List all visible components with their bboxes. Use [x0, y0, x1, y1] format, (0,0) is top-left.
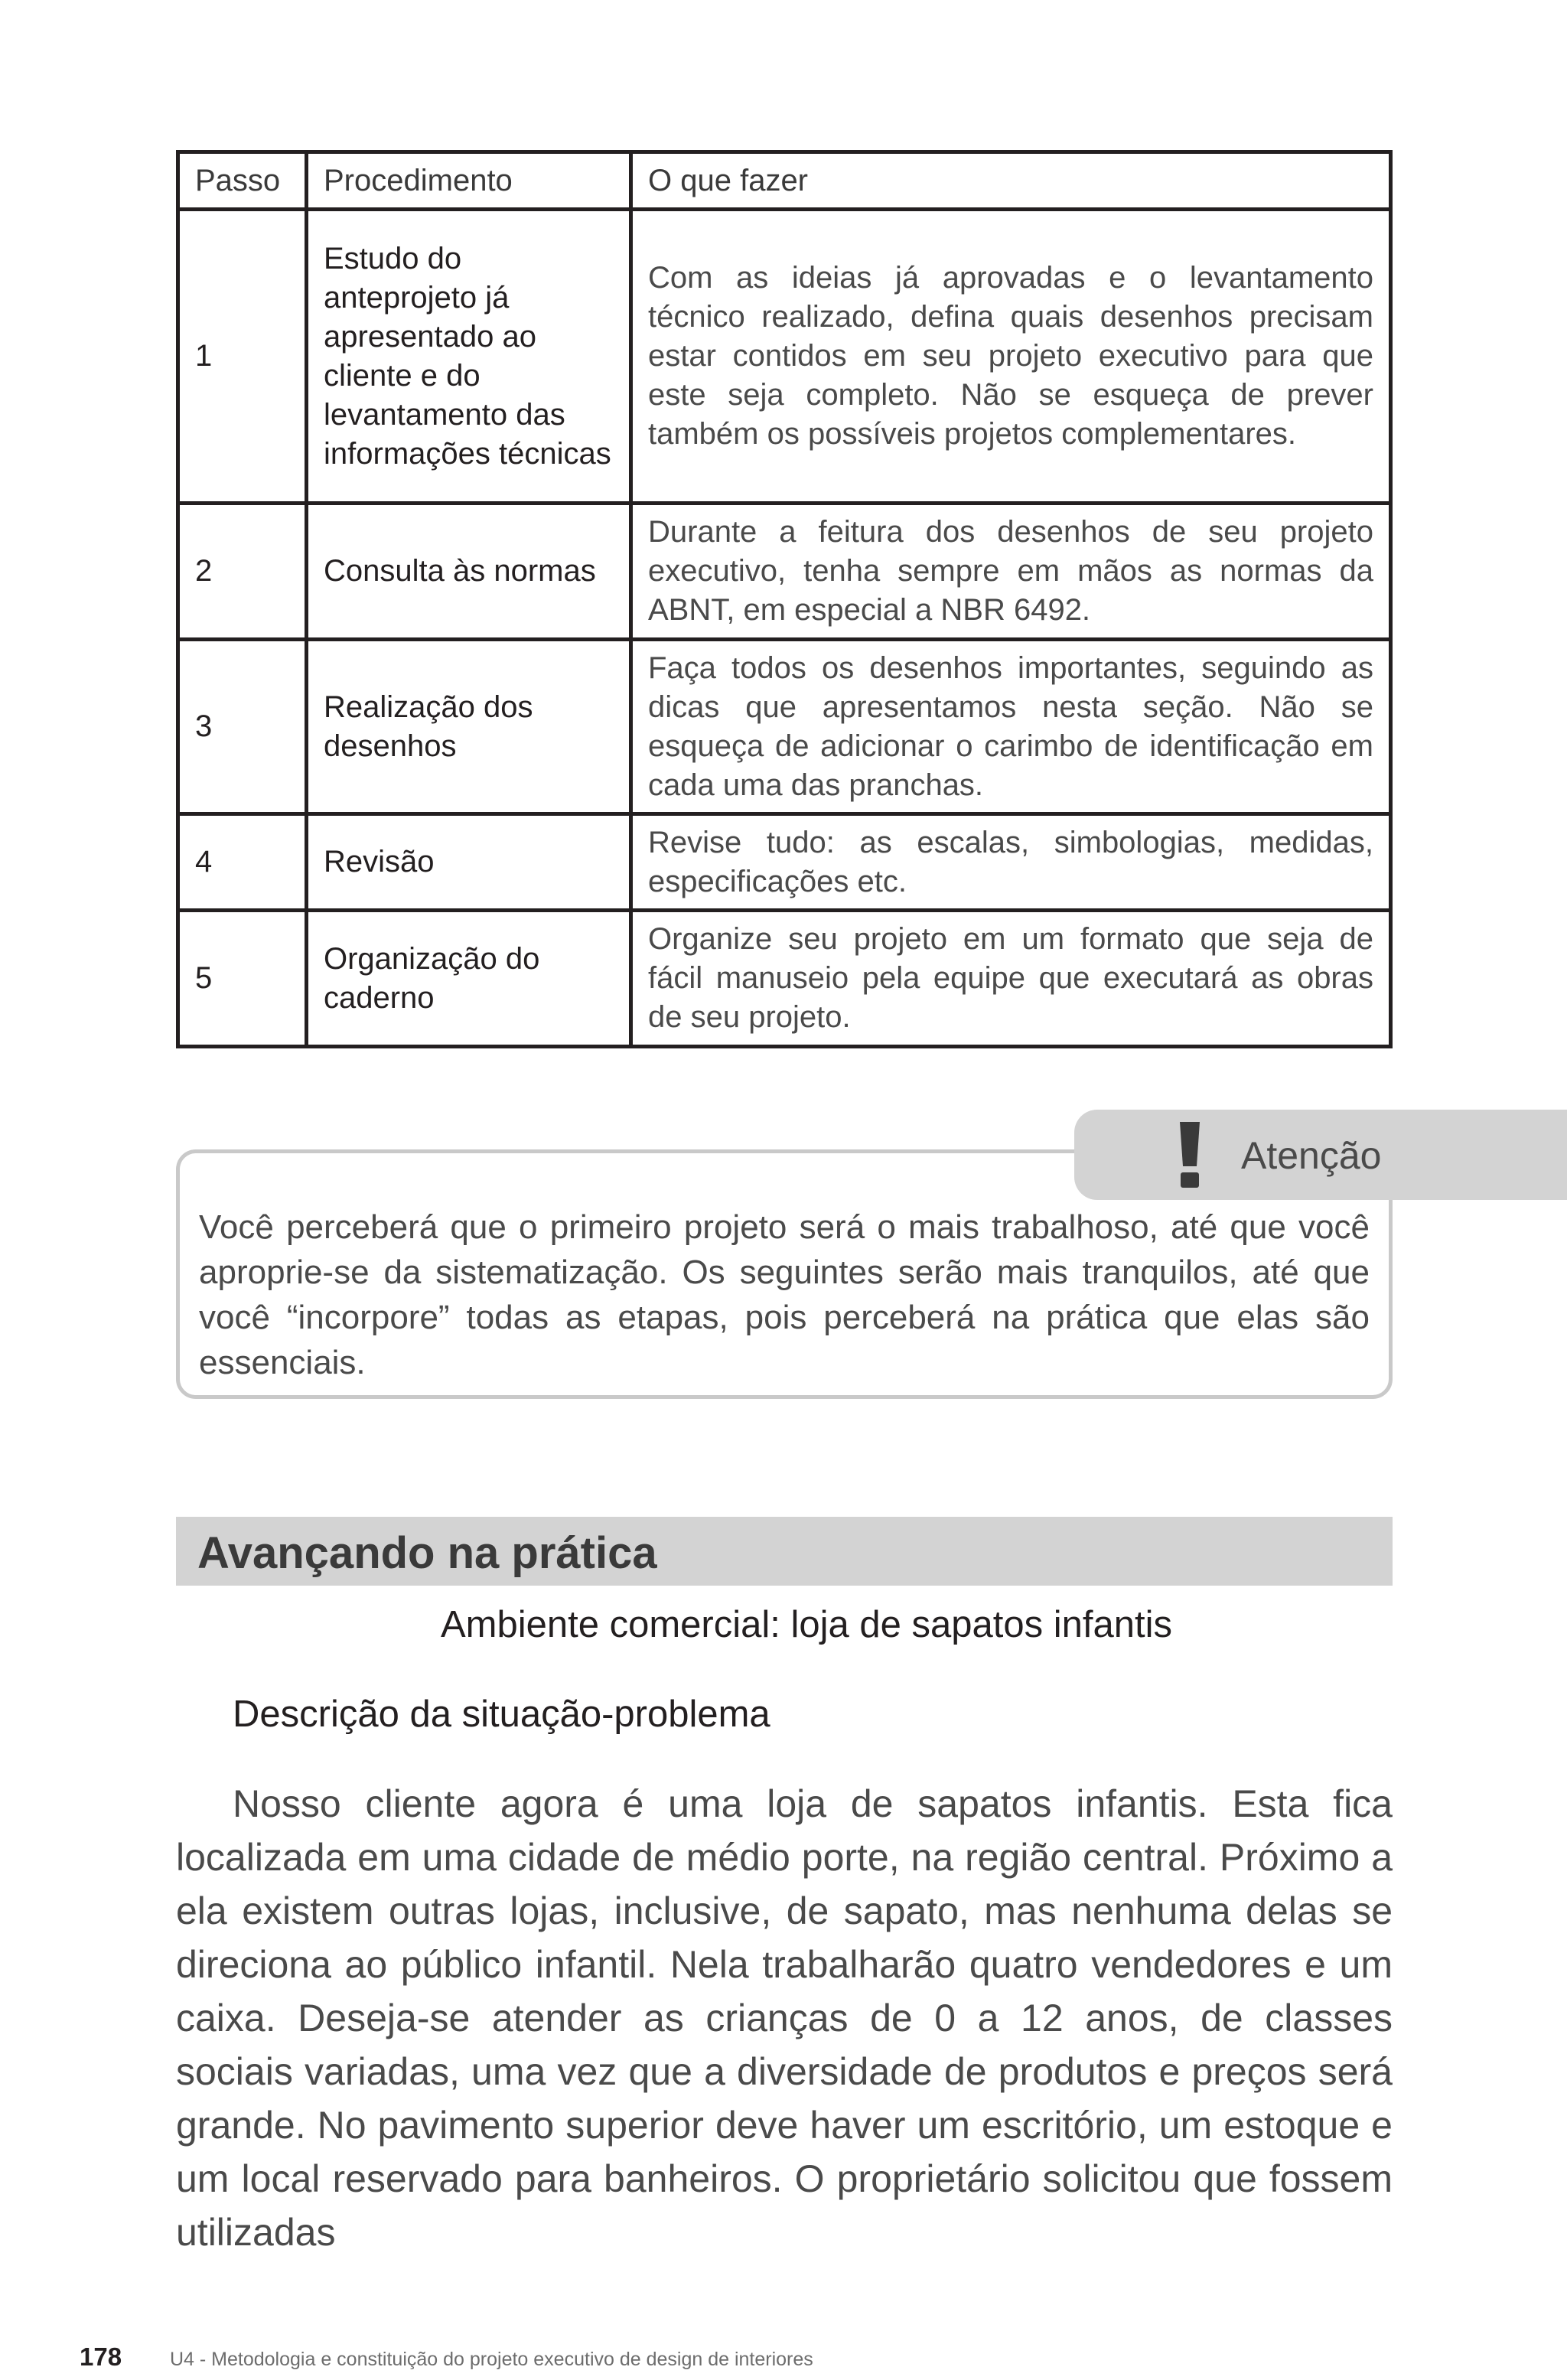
- body-paragraph: Nosso cliente agora é uma loja de sapatos infantis. Esta fica localizada em uma cidade de médio porte, na região central. Próximo a ela existem outras lojas, inclusive, de sapato, mas nenhuma delas se direciona ao público infantil. Nela trabalharão quatro vendedores e um caixa. Deseja-se atender as crianças de 0 a 12 anos, de classes sociais variadas, uma vez que a diversidade de produtos e preços será grande. No pavimento superior deve haver um escritório, um estoque e um local reservado para banheiros. O proprietário solicitou que fossem utilizadas: [176, 1782, 1393, 2254]
- step-number: 4: [178, 814, 307, 911]
- step-procedure: Organização do caderno: [307, 911, 631, 1047]
- table-row: [178, 640, 1391, 814]
- step-action: Com as ideias já aprovadas e o levantamento técnico realizado, defina quais desenhos precisam estar contidos em seu projeto executivo para que este seja completo. Não se esqueça de prever também os possíveis projetos complementares.: [631, 210, 1391, 504]
- table-row: [178, 814, 1391, 911]
- step-number: 2: [178, 504, 307, 640]
- page-number: 178: [80, 2343, 122, 2371]
- step-action: Organize seu projeto em um formato que seja de fácil manuseio pela equipe que executará as obras de seu projeto.: [631, 911, 1391, 1047]
- header-action: O que fazer: [631, 152, 1391, 210]
- step-action: Faça todos os desenhos importantes, seguindo as dicas que apresentamos nesta seção. Não se esqueça de adicionar o carimbo de identificação em cada uma das pranchas.: [631, 640, 1391, 814]
- header-step: Passo: [178, 152, 307, 210]
- step-procedure: Consulta às normas: [307, 504, 631, 640]
- exclamation-icon: [1177, 1122, 1203, 1189]
- section-subtitle: Ambiente comercial: loja de sapatos infantis: [440, 1604, 1172, 1645]
- section-title: Avançando na prática: [197, 1528, 657, 1578]
- header-procedure: Procedimento: [307, 152, 631, 210]
- problem-heading: Descrição da situação-problema: [233, 1694, 770, 1735]
- attention-text: Você perceberá que o primeiro projeto será o mais trabalhoso, até que você aproprie-se da sistematização. Os seguintes serão mais tranquilos, até que você “incorpore” todas as etapas, pois perceberá na prática que elas são essenciais.: [199, 1208, 1370, 1381]
- step-number: 1: [178, 210, 307, 504]
- step-procedure: Realização dos desenhos: [307, 640, 631, 814]
- step-number: 5: [178, 911, 307, 1047]
- step-procedure: Estudo do anteprojeto já apresentado ao cliente e do levantamento das informações técnicas: [307, 210, 631, 504]
- procedure-table: [176, 150, 1393, 1048]
- table-header-row: [178, 152, 1391, 210]
- step-procedure: Revisão: [307, 814, 631, 911]
- table-row: [178, 911, 1391, 1047]
- table-row: [178, 504, 1391, 640]
- table-row: [178, 210, 1391, 504]
- attention-label: Atenção: [1241, 1134, 1382, 1177]
- step-action: Durante a feitura dos desenhos de seu projeto executivo, tenha sempre em mãos as normas da ABNT, em especial a NBR 6492.: [631, 504, 1391, 640]
- footer-text: U4 - Metodologia e constituição do projeto executivo de design de interiores: [170, 2349, 813, 2370]
- step-action: Revise tudo: as escalas, simbologias, medidas, especificações etc.: [631, 814, 1391, 911]
- step-number: 3: [178, 640, 307, 814]
